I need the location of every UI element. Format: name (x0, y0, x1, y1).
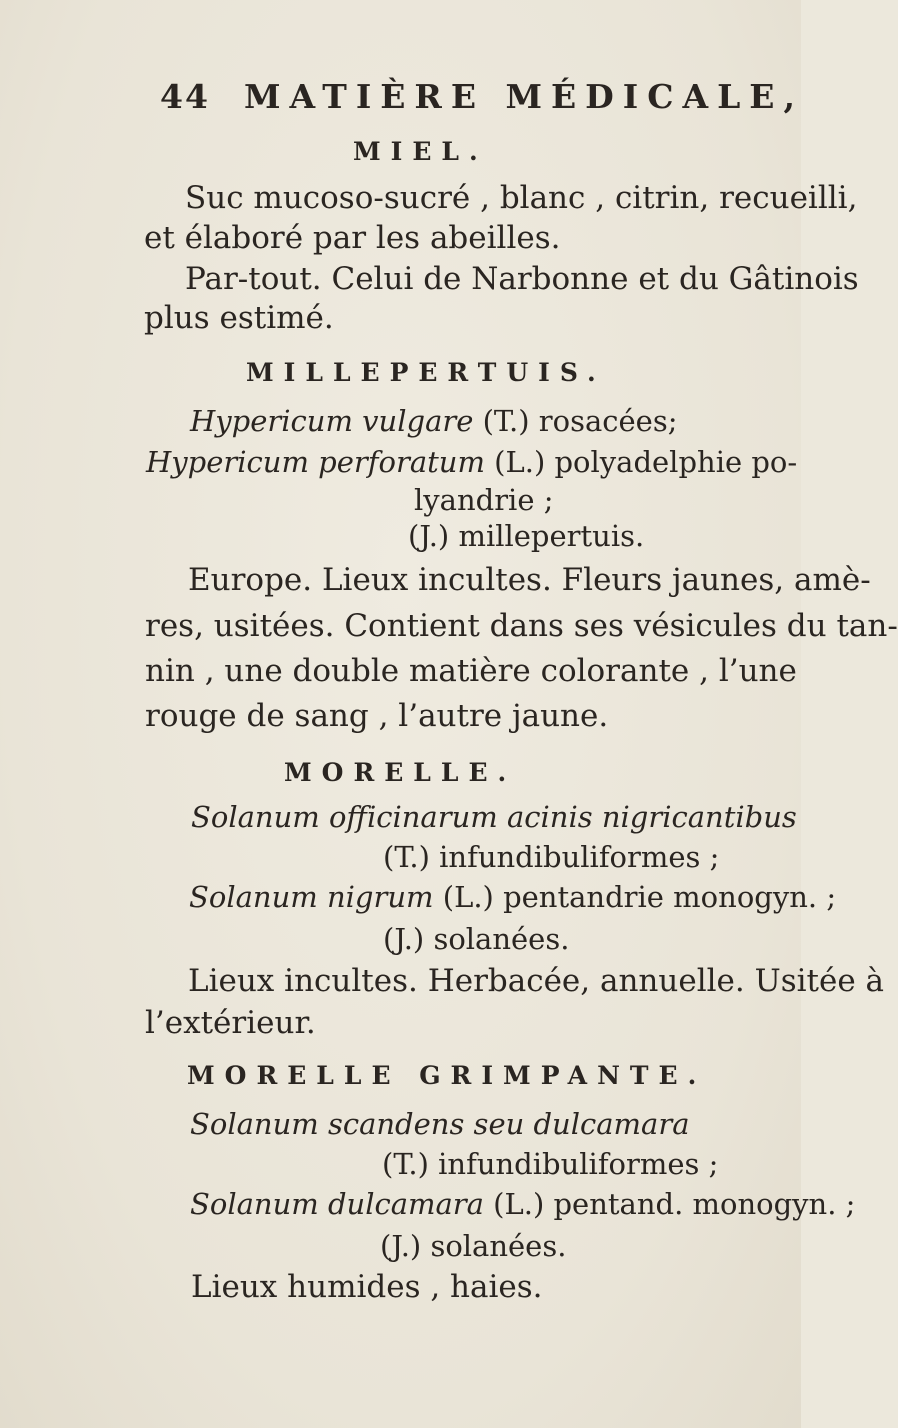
latin-name: Hypericum perforatum (146, 445, 485, 479)
morelle-line-1: Lieux incultes. Herbacée, annuelle. Usitée à (188, 963, 885, 999)
morelle-synonym-jussieu: (J.) solanées. (383, 922, 570, 956)
miel-line-3: Par-tout. Celui de Narbonne et du Gâtinois (185, 261, 859, 297)
classification: (L.) pentandrie monogyn. ; (442, 880, 837, 914)
latin-name: Solanum dulcamara (190, 1187, 484, 1221)
classification: (T.) rosacées; (482, 404, 678, 438)
morelle-synonym-linnaeus (189, 880, 837, 914)
millepertuis-line-2: res, usitées. Contient dans ses vésicules du tan- (145, 608, 898, 644)
latin-name: Solanum scandens seu dulcamara (190, 1107, 690, 1141)
latin-name: Solanum nigrum (189, 880, 434, 914)
morelle-grimpante-synonym-tournefort-class: (T.) infundibuliformes ; (382, 1147, 719, 1181)
classification: (L.) pentand. monogyn. ; (493, 1187, 856, 1221)
morelle-synonym-tournefort-class: (T.) infundibuliformes ; (383, 840, 720, 874)
page-number: 44 (160, 77, 210, 116)
section-heading-morelle: MORELLE. (284, 758, 517, 787)
latin-name: Hypericum vulgare (190, 404, 474, 438)
latin-name: Solanum officinarum acinis nigricantibus (191, 800, 797, 834)
running-title: MATIÈRE MÉDICALE, (243, 77, 804, 116)
millepertuis-line-3: nin , une double matière colorante , l’une (145, 653, 797, 689)
classification: (L.) polyadelphie po- (494, 445, 798, 479)
millepertuis-synonym-tournefort (190, 404, 678, 438)
millepertuis-line-4: rouge de sang , l’autre jaune. (145, 698, 609, 734)
morelle-grimpante-synonym-tournefort-latin (190, 1107, 690, 1141)
morelle-grimpante-synonym-linnaeus (190, 1187, 856, 1221)
morelle-grimpante-synonym-jussieu: (J.) solanées. (380, 1229, 567, 1263)
morelle-line-2: l’extérieur. (145, 1005, 316, 1041)
miel-line-2: et élaboré par les abeilles. (144, 220, 561, 256)
millepertuis-synonym-linnaeus-cont: lyandrie ; (414, 483, 554, 517)
section-heading-millepertuis: MILLEPERTUIS. (246, 358, 606, 387)
miel-line-1: Suc mucoso-sucré , blanc , citrin, recueilli, (185, 180, 858, 216)
section-heading-morelle-grimpante: MORELLE GRIMPANTE. (187, 1061, 707, 1090)
morelle-grimpante-line-1: Lieux humides , haies. (191, 1269, 543, 1305)
millepertuis-synonym-linnaeus (146, 445, 798, 479)
section-heading-miel: MIEL. (353, 137, 488, 166)
millepertuis-synonym-jussieu: (J.) millepertuis. (408, 519, 645, 553)
morelle-synonym-tournefort-latin (191, 800, 797, 834)
millepertuis-line-1: Europe. Lieux incultes. Fleurs jaunes, amè- (188, 562, 871, 598)
miel-line-4: plus estimé. (144, 300, 334, 336)
running-header (160, 77, 804, 116)
